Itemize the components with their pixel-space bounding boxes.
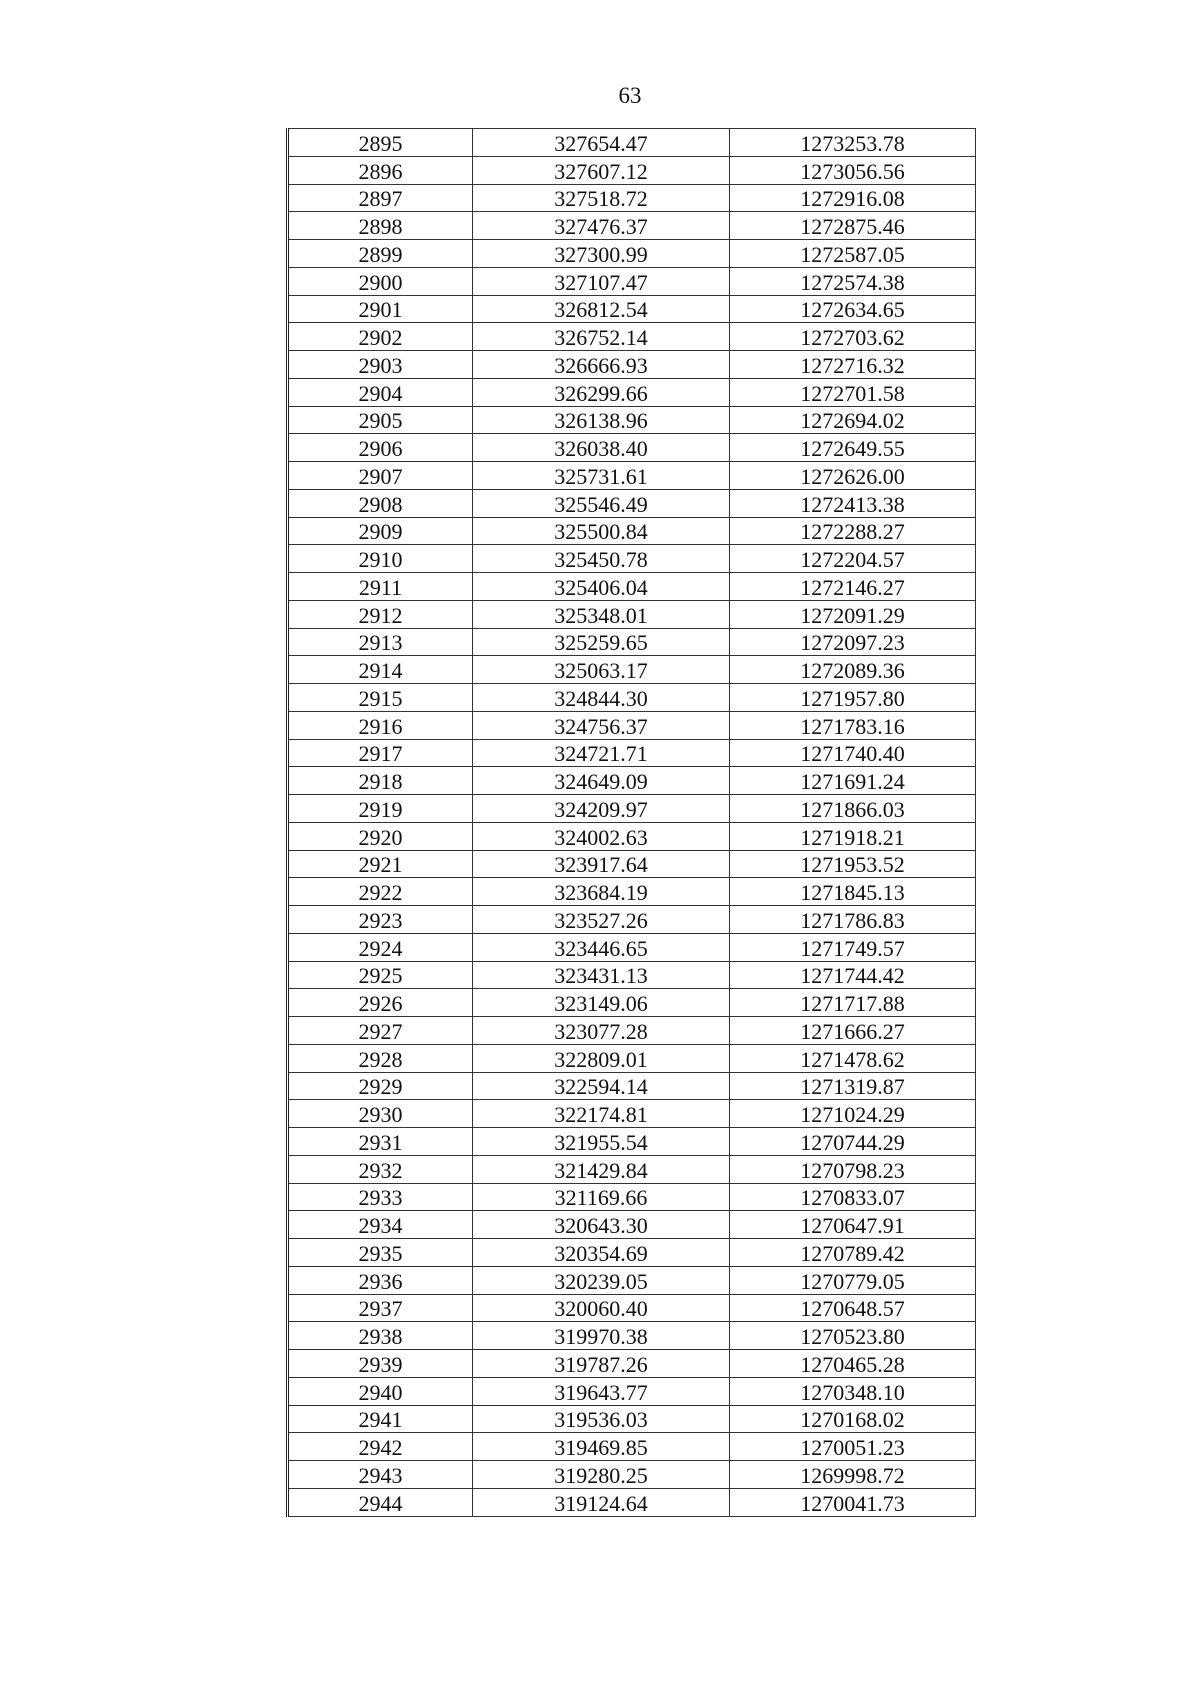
table-row	[288, 434, 976, 462]
point-number-cell: 2938	[288, 1322, 473, 1350]
point-number-cell: 2904	[288, 378, 473, 406]
x-coordinate-cell: 323917.64	[473, 850, 730, 878]
point-number-cell: 2935	[288, 1239, 473, 1267]
x-coordinate-cell: 324844.30	[473, 684, 730, 712]
table-row	[288, 850, 976, 878]
y-coordinate-cell: 1270833.07	[730, 1183, 976, 1211]
point-number-cell: 2936	[288, 1266, 473, 1294]
y-coordinate-cell: 1271691.24	[730, 767, 976, 795]
y-coordinate-cell: 1270779.05	[730, 1266, 976, 1294]
y-coordinate-cell: 1272146.27	[730, 573, 976, 601]
coordinates-table	[286, 128, 976, 1517]
point-number-cell: 2912	[288, 600, 473, 628]
x-coordinate-cell: 324649.09	[473, 767, 730, 795]
y-coordinate-cell: 1272634.65	[730, 295, 976, 323]
y-coordinate-cell: 1271319.87	[730, 1072, 976, 1100]
table-row	[288, 1017, 976, 1045]
table-row	[288, 656, 976, 684]
table-row	[288, 323, 976, 351]
point-number-cell: 2905	[288, 406, 473, 434]
point-number-cell: 2901	[288, 295, 473, 323]
y-coordinate-cell: 1271740.40	[730, 739, 976, 767]
y-coordinate-cell: 1270348.10	[730, 1377, 976, 1405]
x-coordinate-cell: 325450.78	[473, 545, 730, 573]
x-coordinate-cell: 327518.72	[473, 184, 730, 212]
table-row	[288, 600, 976, 628]
x-coordinate-cell: 324721.71	[473, 739, 730, 767]
point-number-cell: 2900	[288, 267, 473, 295]
x-coordinate-cell: 327107.47	[473, 267, 730, 295]
point-number-cell: 2933	[288, 1183, 473, 1211]
table-row	[288, 129, 976, 157]
y-coordinate-cell: 1271478.62	[730, 1044, 976, 1072]
y-coordinate-cell: 1271957.80	[730, 684, 976, 712]
x-coordinate-cell: 325500.84	[473, 517, 730, 545]
y-coordinate-cell: 1270647.91	[730, 1211, 976, 1239]
point-number-cell: 2927	[288, 1017, 473, 1045]
point-number-cell: 2914	[288, 656, 473, 684]
table-row	[288, 628, 976, 656]
y-coordinate-cell: 1270744.29	[730, 1128, 976, 1156]
x-coordinate-cell: 323431.13	[473, 961, 730, 989]
point-number-cell: 2906	[288, 434, 473, 462]
point-number-cell: 2911	[288, 573, 473, 601]
table-row	[288, 961, 976, 989]
point-number-cell: 2898	[288, 212, 473, 240]
x-coordinate-cell: 322809.01	[473, 1044, 730, 1072]
y-coordinate-cell: 1271744.42	[730, 961, 976, 989]
x-coordinate-cell: 325406.04	[473, 573, 730, 601]
y-coordinate-cell: 1272916.08	[730, 184, 976, 212]
table-row	[288, 406, 976, 434]
x-coordinate-cell: 327654.47	[473, 129, 730, 157]
table-row	[288, 545, 976, 573]
point-number-cell: 2913	[288, 628, 473, 656]
y-coordinate-cell: 1273253.78	[730, 129, 976, 157]
y-coordinate-cell: 1272626.00	[730, 462, 976, 490]
table-row	[288, 1322, 976, 1350]
y-coordinate-cell: 1271953.52	[730, 850, 976, 878]
point-number-cell: 2902	[288, 323, 473, 351]
x-coordinate-cell: 326038.40	[473, 434, 730, 462]
table-row	[288, 267, 976, 295]
table-row	[288, 295, 976, 323]
x-coordinate-cell: 326299.66	[473, 378, 730, 406]
point-number-cell: 2907	[288, 462, 473, 490]
y-coordinate-cell: 1270051.23	[730, 1433, 976, 1461]
point-number-cell: 2943	[288, 1461, 473, 1489]
x-coordinate-cell: 321169.66	[473, 1183, 730, 1211]
y-coordinate-cell: 1271786.83	[730, 906, 976, 934]
page-number: 63	[618, 83, 642, 108]
x-coordinate-cell: 325259.65	[473, 628, 730, 656]
table-row	[288, 1377, 976, 1405]
y-coordinate-cell: 1272574.38	[730, 267, 976, 295]
table-row	[288, 156, 976, 184]
y-coordinate-cell: 1270798.23	[730, 1155, 976, 1183]
y-coordinate-cell: 1271749.57	[730, 933, 976, 961]
x-coordinate-cell: 320354.69	[473, 1239, 730, 1267]
y-coordinate-cell: 1271783.16	[730, 711, 976, 739]
point-number-cell: 2917	[288, 739, 473, 767]
coordinates-table-body	[288, 129, 976, 1517]
point-number-cell: 2895	[288, 129, 473, 157]
point-number-cell: 2896	[288, 156, 473, 184]
point-number-cell: 2897	[288, 184, 473, 212]
table-row	[288, 1100, 976, 1128]
y-coordinate-cell: 1271918.21	[730, 822, 976, 850]
point-number-cell: 2932	[288, 1155, 473, 1183]
y-coordinate-cell: 1272701.58	[730, 378, 976, 406]
x-coordinate-cell: 319643.77	[473, 1377, 730, 1405]
x-coordinate-cell: 326138.96	[473, 406, 730, 434]
table-row	[288, 739, 976, 767]
point-number-cell: 2928	[288, 1044, 473, 1072]
y-coordinate-cell: 1272716.32	[730, 351, 976, 379]
x-coordinate-cell: 327300.99	[473, 240, 730, 268]
table-row	[288, 878, 976, 906]
table-row	[288, 822, 976, 850]
y-coordinate-cell: 1272413.38	[730, 489, 976, 517]
table-row	[288, 378, 976, 406]
table-row	[288, 1294, 976, 1322]
y-coordinate-cell: 1271866.03	[730, 795, 976, 823]
table-row	[288, 767, 976, 795]
x-coordinate-cell: 323684.19	[473, 878, 730, 906]
table-row	[288, 711, 976, 739]
y-coordinate-cell: 1272587.05	[730, 240, 976, 268]
y-coordinate-cell: 1270168.02	[730, 1405, 976, 1433]
table-row	[288, 184, 976, 212]
y-coordinate-cell: 1271717.88	[730, 989, 976, 1017]
x-coordinate-cell: 326812.54	[473, 295, 730, 323]
point-number-cell: 2923	[288, 906, 473, 934]
point-number-cell: 2910	[288, 545, 473, 573]
point-number-cell: 2915	[288, 684, 473, 712]
y-coordinate-cell: 1270465.28	[730, 1350, 976, 1378]
point-number-cell: 2942	[288, 1433, 473, 1461]
x-coordinate-cell: 325063.17	[473, 656, 730, 684]
point-number-cell: 2920	[288, 822, 473, 850]
x-coordinate-cell: 319469.85	[473, 1433, 730, 1461]
y-coordinate-cell: 1272703.62	[730, 323, 976, 351]
x-coordinate-cell: 319124.64	[473, 1488, 730, 1516]
y-coordinate-cell: 1272089.36	[730, 656, 976, 684]
x-coordinate-cell: 320643.30	[473, 1211, 730, 1239]
table-row	[288, 1433, 976, 1461]
x-coordinate-cell: 326666.93	[473, 351, 730, 379]
table-row	[288, 933, 976, 961]
table-row	[288, 1461, 976, 1489]
table-row	[288, 989, 976, 1017]
point-number-cell: 2903	[288, 351, 473, 379]
y-coordinate-cell: 1272091.29	[730, 600, 976, 628]
x-coordinate-cell: 320060.40	[473, 1294, 730, 1322]
table-row	[288, 1239, 976, 1267]
table-row	[288, 517, 976, 545]
y-coordinate-cell: 1272875.46	[730, 212, 976, 240]
x-coordinate-cell: 319280.25	[473, 1461, 730, 1489]
point-number-cell: 2939	[288, 1350, 473, 1378]
y-coordinate-cell: 1272649.55	[730, 434, 976, 462]
point-number-cell: 2922	[288, 878, 473, 906]
x-coordinate-cell: 323077.28	[473, 1017, 730, 1045]
y-coordinate-cell: 1270523.80	[730, 1322, 976, 1350]
table-row	[288, 240, 976, 268]
y-coordinate-cell: 1270648.57	[730, 1294, 976, 1322]
x-coordinate-cell: 319536.03	[473, 1405, 730, 1433]
table-row	[288, 351, 976, 379]
x-coordinate-cell: 324209.97	[473, 795, 730, 823]
point-number-cell: 2930	[288, 1100, 473, 1128]
table-row	[288, 906, 976, 934]
y-coordinate-cell: 1271024.29	[730, 1100, 976, 1128]
table-row	[288, 212, 976, 240]
table-row	[288, 462, 976, 490]
y-coordinate-cell: 1272694.02	[730, 406, 976, 434]
table-row	[288, 1488, 976, 1516]
x-coordinate-cell: 322594.14	[473, 1072, 730, 1100]
y-coordinate-cell: 1272288.27	[730, 517, 976, 545]
x-coordinate-cell: 322174.81	[473, 1100, 730, 1128]
y-coordinate-cell: 1271666.27	[730, 1017, 976, 1045]
point-number-cell: 2909	[288, 517, 473, 545]
point-number-cell: 2944	[288, 1488, 473, 1516]
table-row	[288, 1072, 976, 1100]
table-row	[288, 1183, 976, 1211]
x-coordinate-cell: 320239.05	[473, 1266, 730, 1294]
y-coordinate-cell: 1272097.23	[730, 628, 976, 656]
point-number-cell: 2908	[288, 489, 473, 517]
x-coordinate-cell: 325546.49	[473, 489, 730, 517]
table-row	[288, 1405, 976, 1433]
point-number-cell: 2916	[288, 711, 473, 739]
point-number-cell: 2918	[288, 767, 473, 795]
y-coordinate-cell: 1271845.13	[730, 878, 976, 906]
y-coordinate-cell: 1270041.73	[730, 1488, 976, 1516]
table-row	[288, 1266, 976, 1294]
x-coordinate-cell: 321955.54	[473, 1128, 730, 1156]
point-number-cell: 2924	[288, 933, 473, 961]
table-row	[288, 1350, 976, 1378]
table-row	[288, 1044, 976, 1072]
table-row	[288, 1128, 976, 1156]
x-coordinate-cell: 326752.14	[473, 323, 730, 351]
y-coordinate-cell: 1269998.72	[730, 1461, 976, 1489]
y-coordinate-cell: 1270789.42	[730, 1239, 976, 1267]
x-coordinate-cell: 324002.63	[473, 822, 730, 850]
y-coordinate-cell: 1272204.57	[730, 545, 976, 573]
table-row	[288, 1155, 976, 1183]
point-number-cell: 2937	[288, 1294, 473, 1322]
x-coordinate-cell: 323527.26	[473, 906, 730, 934]
table-row	[288, 1211, 976, 1239]
x-coordinate-cell: 325731.61	[473, 462, 730, 490]
point-number-cell: 2941	[288, 1405, 473, 1433]
x-coordinate-cell: 327476.37	[473, 212, 730, 240]
x-coordinate-cell: 323446.65	[473, 933, 730, 961]
point-number-cell: 2931	[288, 1128, 473, 1156]
x-coordinate-cell: 319970.38	[473, 1322, 730, 1350]
table-row	[288, 573, 976, 601]
table-row	[288, 489, 976, 517]
point-number-cell: 2940	[288, 1377, 473, 1405]
table-row	[288, 684, 976, 712]
point-number-cell: 2925	[288, 961, 473, 989]
x-coordinate-cell: 321429.84	[473, 1155, 730, 1183]
x-coordinate-cell: 323149.06	[473, 989, 730, 1017]
point-number-cell: 2921	[288, 850, 473, 878]
x-coordinate-cell: 319787.26	[473, 1350, 730, 1378]
point-number-cell: 2919	[288, 795, 473, 823]
x-coordinate-cell: 327607.12	[473, 156, 730, 184]
point-number-cell: 2934	[288, 1211, 473, 1239]
x-coordinate-cell: 324756.37	[473, 711, 730, 739]
y-coordinate-cell: 1273056.56	[730, 156, 976, 184]
point-number-cell: 2926	[288, 989, 473, 1017]
x-coordinate-cell: 325348.01	[473, 600, 730, 628]
point-number-cell: 2899	[288, 240, 473, 268]
point-number-cell: 2929	[288, 1072, 473, 1100]
table-row	[288, 795, 976, 823]
